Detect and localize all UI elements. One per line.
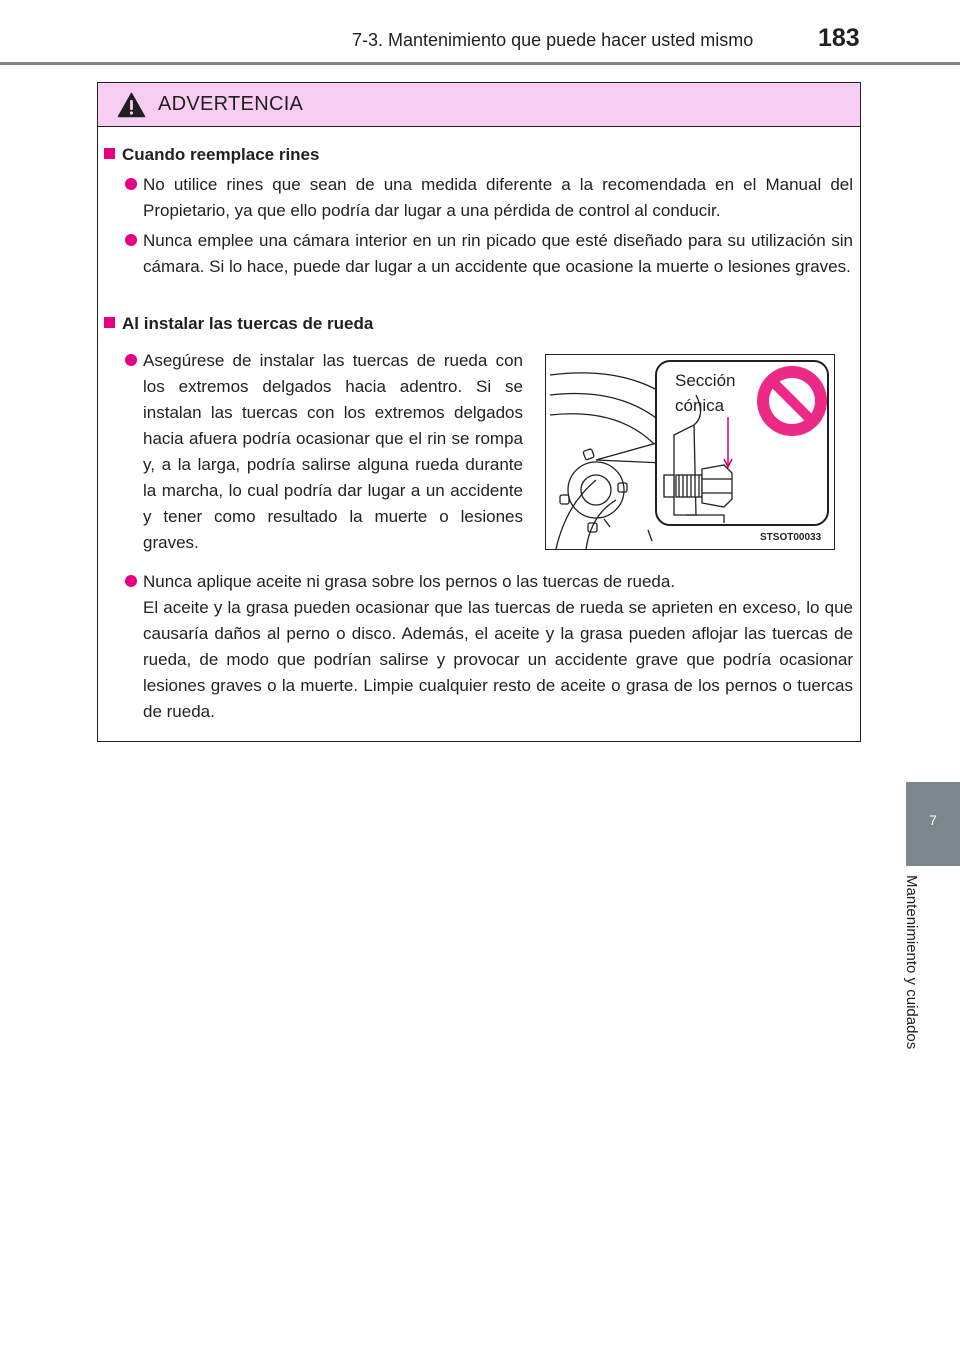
figure-code: STSOT00033	[760, 532, 822, 543]
warning-item: El aceite y la grasa pueden ocasionar que las tuercas de rueda se aprieten en exceso, lo que causaría daños al perno o disco. Además, el aceite y la grasa pueden aflojar las tuercas de rueda, de modo que podrían salirse y provocar un accidente grave que podría ocasionar lesiones graves o la muerte. Limpie cualquier resto de aceite o grasa de los pernos o tuercas de rueda.	[143, 598, 853, 721]
section-heading: Cuando reemplace rines	[122, 145, 320, 164]
figure-callout	[675, 368, 735, 418]
section-title: 7-3. Mantenimiento que puede hacer usted mismo	[352, 30, 754, 50]
warning-item: Asegúrese de instalar las tuercas de rueda con los extremos delgados hacia adentro. Si se instalan las tuercas con los extremos delgados hacia afuera podría ocasionar que el rin se rompa y, a la larga, podría salirse alguna rueda durante la marcha, lo cual podría dar lugar a un accidente y tener como resultado la muerte o lesiones graves.	[143, 351, 523, 552]
section-bullet-icon	[104, 148, 115, 159]
warning-header	[98, 83, 860, 127]
page-number: 183	[818, 24, 860, 52]
chapter-tab	[906, 782, 960, 866]
callout-line: Sección	[675, 371, 736, 390]
warning-item: No utilice rines que sean de una medida diferente a la recomendada en el Manual del Propietario, ya que ello podría dar lugar a una pérdida de control al conducir.	[143, 175, 853, 220]
chapter-number: 7	[929, 812, 937, 828]
section-heading: Al instalar las tuercas de rueda	[122, 314, 374, 333]
warning-title: ADVERTENCIA	[158, 93, 304, 115]
section-bullet-icon	[104, 317, 115, 328]
warning-item: Nunca aplique aceite ni grasa sobre los pernos o las tuercas de rueda.	[143, 572, 676, 591]
header-rule	[0, 62, 960, 65]
bullet-icon	[125, 354, 137, 366]
chapter-label: Mantenimiento y cuidados	[903, 875, 920, 1050]
warning-triangle-icon	[117, 92, 146, 118]
prohibited-icon	[757, 366, 827, 436]
warning-item: Nunca emplee una cámara interior en un rin picado que esté diseñado para su utilización sin cámara. Si lo hace, puede dar lugar a un accidente que ocasione la muerte o lesiones graves.	[143, 231, 853, 276]
chapter-label-wrap	[900, 875, 940, 1095]
bullet-icon	[125, 234, 137, 246]
bullet-icon	[125, 575, 137, 587]
bullet-icon	[125, 178, 137, 190]
callout-line: cónica	[675, 396, 725, 415]
